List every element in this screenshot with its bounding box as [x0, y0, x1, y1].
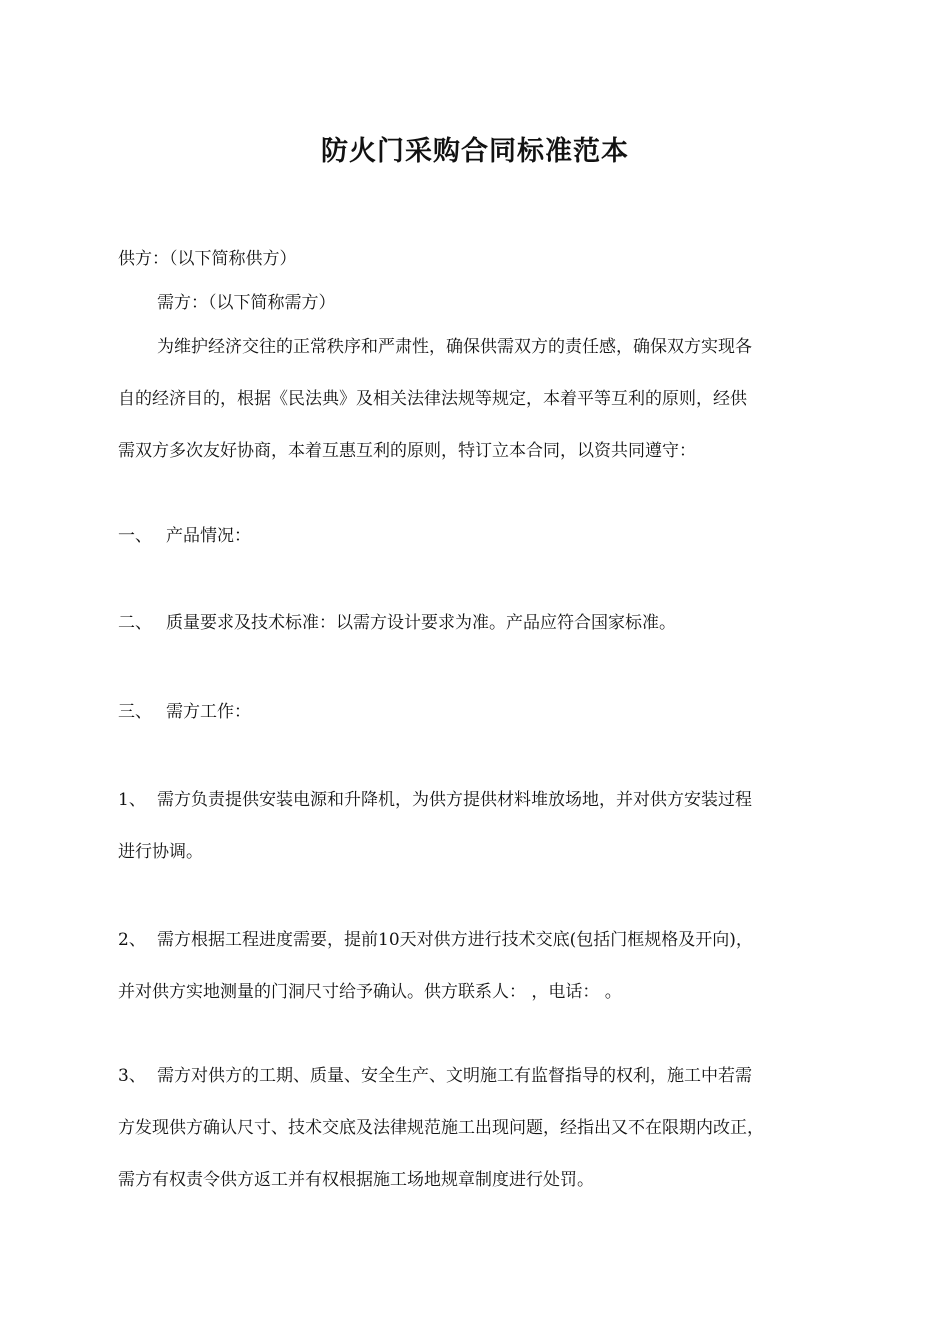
preamble-line: 为维护经济交往的正常秩序和严肃性，确保供需双方的责任感，确保双方实现各: [157, 337, 752, 357]
preamble-paragraph: [118, 334, 848, 490]
item-line: 并对供方实地测量的门洞尺寸给予确认。供方联系人： ，电话： 。: [118, 982, 622, 1002]
section-text: 质量要求及技术标准：以需方设计要求为准。产品应符合国家标准。: [166, 613, 676, 633]
document-title: 防火门采购合同标准范本: [321, 136, 629, 167]
section-number: 三、: [118, 702, 152, 722]
item-line: 方发现供方确认尺寸、技术交底及法律规范施工出现问题，经指出又不在限期内改正，: [118, 1118, 764, 1138]
section-heading: [118, 610, 848, 636]
item-line: 需方根据工程进度需要，提前10天对供方进行技术交底(包括门框规格及开向)，: [157, 930, 753, 950]
item-line: 需方有权责令供方返工并有权根据施工场地规章制度进行处罚。: [118, 1170, 594, 1190]
section-text: 需方工作：: [166, 702, 251, 722]
item-line: 需方对供方的工期、质量、安全生产、文明施工有监督指导的权利，施工中若需: [157, 1066, 752, 1086]
item-line: 进行协调。: [118, 842, 203, 862]
list-item: [118, 1063, 848, 1219]
buyer-line: 需方：（以下简称需方）: [157, 293, 336, 313]
section-text: 产品情况：: [166, 526, 251, 546]
supplier-line: 供方：（以下简称供方）: [118, 249, 297, 269]
section-heading: [118, 699, 848, 725]
item-number: 2、: [118, 930, 146, 950]
list-item: [118, 787, 848, 891]
preamble-line: 需双方多次友好协商，本着互惠互利的原则，特订立本合同，以资共同遵守：: [118, 441, 696, 461]
item-number: 3、: [118, 1066, 146, 1086]
section-heading: [118, 523, 848, 549]
section-number: 二、: [118, 613, 152, 633]
list-item: [118, 927, 848, 1031]
section-number: 一、: [118, 526, 152, 546]
item-line: 需方负责提供安装电源和升降机，为供方提供材料堆放场地，并对供方安装过程: [157, 790, 752, 810]
preamble-line: 自的经济目的，根据《民法典》及相关法律法规等规定，本着平等互利的原则，经供: [118, 389, 747, 409]
item-number: 1、: [118, 790, 146, 810]
